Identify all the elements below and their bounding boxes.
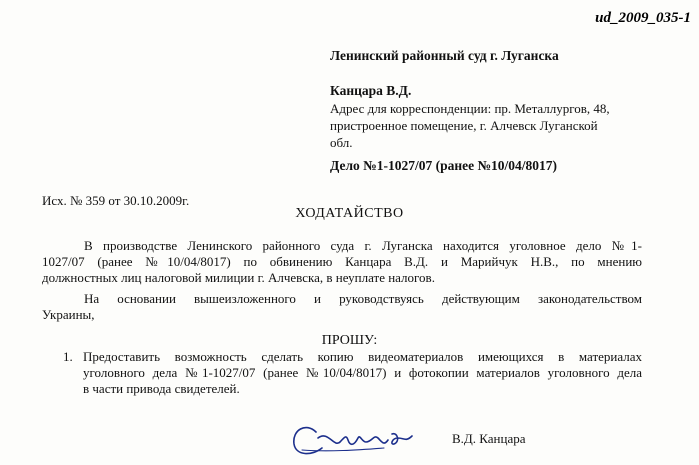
request-line: уголовного дела №1-1027/07 (ранее №10/04/8017) и фотокопии материалов уголовного дела (83, 365, 642, 380)
sender-address-line: Адрес для корреспонденции: пр. Металлургов, 48, (330, 101, 610, 116)
paragraph-line: Украины, (42, 307, 95, 322)
request-line: в части привода свидетелей. (83, 381, 240, 396)
body-paragraph-2 (42, 291, 642, 323)
sender-address-line: обл. (330, 135, 353, 150)
document-id: ud_2009_035-1 (595, 10, 691, 26)
addressee: Ленинский районный суд г. Луганска (330, 48, 559, 63)
document-title: ХОДАТАЙСТВО (295, 206, 404, 221)
body-paragraph-1 (42, 238, 642, 286)
sender-address-line: пристроенное помещение, г. Алчевск Луганской (330, 118, 598, 133)
request-item-text (83, 349, 642, 397)
sender-name: Канцара В.Д. (330, 83, 412, 98)
request-heading: ПРОШУ: (321, 333, 378, 348)
paragraph-line: 1027/07 (ранее №10/04/8017) по обвинению Канцара В.Д. и Марийчук Н.В., по мнению (42, 254, 642, 269)
case-number: Дело №1-1027/07 (ранее №10/04/8017) (330, 158, 558, 173)
signer-name: В.Д. Канцара (452, 431, 526, 446)
paragraph-line: В производстве Ленинского районного суда г. Луганска находится уголовное дело №1- (84, 238, 642, 253)
handwritten-signature (288, 412, 428, 462)
request-item-number: 1. (63, 349, 73, 364)
paragraph-line: должностных лиц налоговой милиции г. Алчевска, в неуплате налогов. (42, 270, 435, 285)
paragraph-line: На основании вышеизложенного и руководствуясь действующим законодательством (84, 291, 642, 306)
signature-underline (302, 448, 384, 451)
outgoing-number: Исх. № 359 от 30.10.2009г. (42, 193, 190, 208)
request-line: Предоставить возможность сделать копию видеоматериалов имеющихся в материалах (83, 349, 642, 364)
